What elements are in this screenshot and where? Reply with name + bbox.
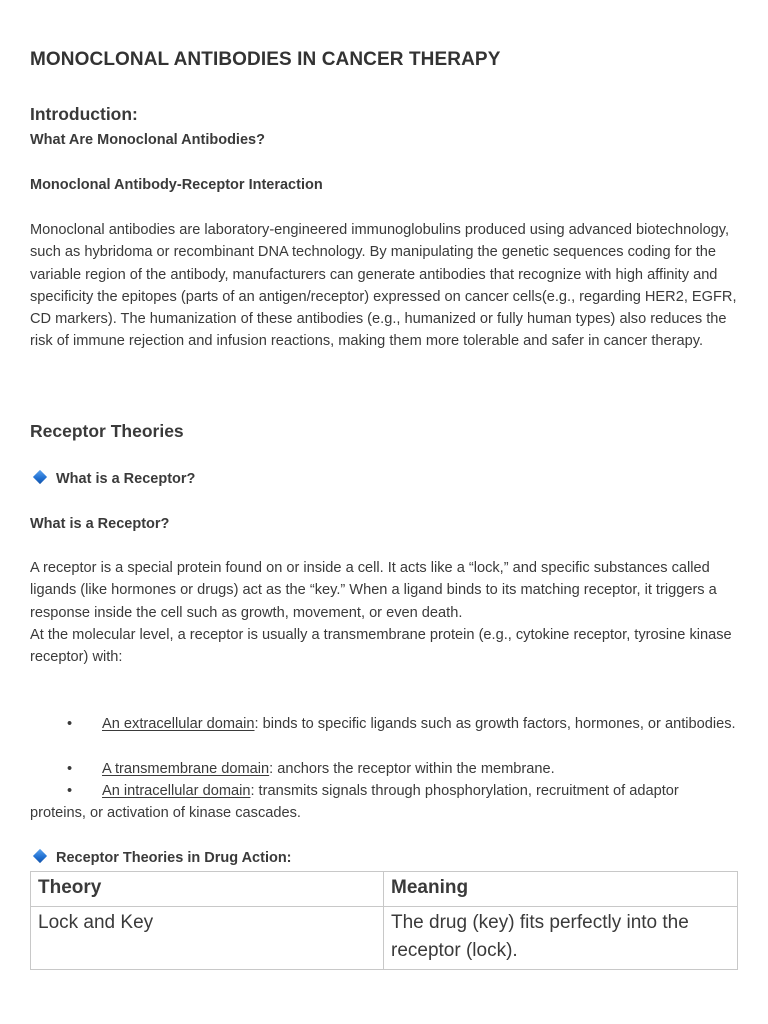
what-are-monoclonal-antibodies-heading: What Are Monoclonal Antibodies? <box>30 132 265 148</box>
bullet-term: An extracellular domain <box>102 716 255 732</box>
document-title: MONOCLONAL ANTIBODIES IN CANCER THERAPY <box>30 49 501 70</box>
blue-diamond-icon <box>33 470 47 484</box>
table-header-row <box>31 872 738 907</box>
receptor-paragraph-2: At the molecular level, a receptor is usually a transmembrane protein (e.g., cytokine receptor, tyrosine kinase receptor) with: <box>30 626 732 666</box>
intro-paragraph <box>30 219 738 353</box>
bullet-item-extracellular <box>30 713 738 735</box>
table-header-meaning: Meaning <box>384 872 738 907</box>
receptor-paragraph <box>30 557 738 668</box>
what-is-receptor-diamond-heading <box>30 471 195 487</box>
bullet-dot: • <box>67 783 73 799</box>
table-cell-meaning: The drug (key) fits perfectly into the receptor (lock). <box>384 907 738 970</box>
bullet-term: An intracellular domain <box>102 783 251 799</box>
what-is-receptor-heading: What is a Receptor? <box>30 516 170 532</box>
blue-diamond-icon <box>33 849 47 863</box>
bullet-dot: • <box>67 716 73 732</box>
table-row <box>31 907 738 970</box>
bullet-description: : anchors the receptor within the membrane. <box>269 761 555 777</box>
what-is-receptor-diamond-label: What is a Receptor? <box>56 471 196 487</box>
table-cell-theory: Lock and Key <box>31 907 384 970</box>
antibody-receptor-interaction-heading: Monoclonal Antibody-Receptor Interaction <box>30 177 323 193</box>
intro-paragraph-text: Monoclonal antibodies are laboratory-engineered immunoglobulins produced using advanced biotechnology, such as hybridoma or recombinant DNA technology. By manipulating the genetic sequences coding for the variable region of the antibody, manufacturers can generate antibodies that recognize with high affinity and specificity the epitopes (parts of an antigen/receptor) expressed on cancer cells(e.g., regarding HER2, EGFR, CD markers). The humanization of these antibodies (e.g., humanized or fully human types) also reduces the risk of immune rejection and infusion reactions, making them more tolerable and safer in cancer therapy. <box>30 222 737 350</box>
receptor-theories-table <box>30 871 738 970</box>
receptor-paragraph-1: A receptor is a special protein found on or inside a cell. It acts like a “lock,” and specific substances called ligands (like hormones or drugs) act as the “key.” When a ligand binds to its matching receptor, it triggers a response inside the cell such as growth, movement, or even death. <box>30 560 717 621</box>
drug-action-heading-label: Receptor Theories in Drug Action: <box>56 850 292 866</box>
table-header-theory: Theory <box>31 872 384 907</box>
bullet-dot: • <box>67 761 73 777</box>
introduction-heading: Introduction: <box>30 104 138 124</box>
receptor-theories-heading: Receptor Theories <box>30 421 184 441</box>
drug-action-heading <box>30 850 292 866</box>
bullet-description: : binds to specific ligands such as growth factors, hormones, or antibodies. <box>254 716 736 732</box>
bullet-term: A transmembrane domain <box>102 761 270 777</box>
bullet-item-intracellular <box>30 780 738 825</box>
bullet-item-transmembrane <box>30 758 738 780</box>
bullet-description: : transmits signals through phosphorylation, recruitment of adaptor proteins, or activation of kinase cascades. <box>30 783 679 822</box>
